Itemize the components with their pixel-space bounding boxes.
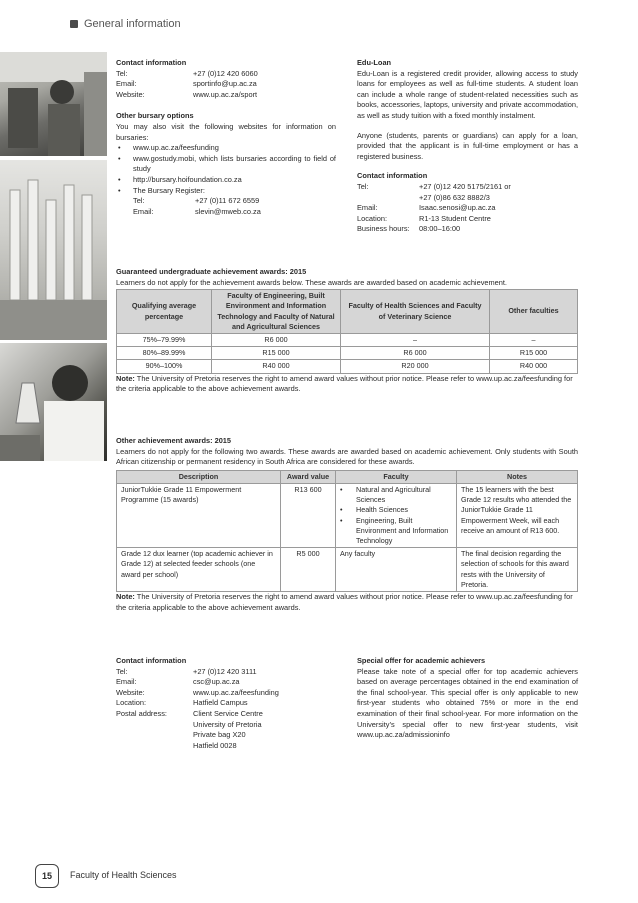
column-header: Faculty [336, 470, 457, 483]
special-offer-text: Please take note of a special offer for top academic achievers based on average percentages obtained in the end examination of the final school-year. This special offer is only applicable to new first-year students who obtained 75% or more in the end examination of their final school-year. For more information on the University’s special offer to new first-year students, visit www.up.ac.za/admissioninfo [357, 666, 578, 740]
other-awards-intro: Learners do not apply for the following two awards. These awards are awarded based on academic achievement. Only students with South African citizenship or permanent residency in South Africa are considered for these awards. [116, 446, 578, 467]
bursary-item: • http://bursary.hoifoundation.co.za [116, 175, 336, 186]
contact-row: Business hours: 08:00–16:00 [357, 224, 461, 234]
bursary-intro: You may also visit the following websites for information on bursaries: [116, 121, 336, 142]
page-number: 15 [35, 864, 59, 888]
photo-laboratory-glassware [0, 160, 107, 340]
contact-row: Location: Hatfield Campus [116, 698, 248, 708]
awards-intro: Learners do not apply for the achievement awards below. These awards are awarded based on academic achievement. [116, 277, 507, 287]
contact-row: Private bag X20 [193, 730, 246, 740]
contact-row: Email: sportinfo@up.ac.za [116, 79, 257, 89]
contact-row: Postal address: Client Service Centre [116, 708, 263, 718]
faculty-item: • Natural and Agricultural Sciences [340, 485, 452, 505]
column-header: Notes [457, 470, 578, 483]
column-header: Other faculties [490, 290, 578, 334]
column-header: Description [117, 470, 281, 483]
photo-researcher-with-flask [0, 343, 107, 461]
column-header: Faculty of Health Sciences and Faculty of Veterinary Science [341, 290, 490, 334]
table-row: 90%–100% R40 000 R20 000 R40 000 [117, 360, 578, 373]
awards-section [116, 267, 578, 395]
right-column [357, 58, 578, 235]
contact-row: Email: Isaac.senosi@up.ac.za [357, 203, 496, 213]
register-row: Email: slevin@mweb.co.za [133, 206, 261, 216]
other-awards-note: Note: The University of Pretoria reserves the right to amend award values without prior notice. Please refer to www.up.ac.za/feesfunding for the criteria applicable to the above achievement awards. [116, 592, 573, 612]
bursary-item: • www.up.ac.za/feesfunding [116, 143, 336, 154]
eduloan-heading: Edu-Loan [357, 58, 392, 67]
bursary-item: • The Bursary Register: [116, 186, 336, 197]
register-row: Tel: +27 (0)11 672 6559 [133, 196, 260, 206]
table-header-row [117, 290, 578, 334]
photo-student-shelves [0, 52, 107, 156]
column-header: Faculty of Engineering, Built Environment and Information Technology and Faculty of Natural and Agricultural Sciences [212, 290, 341, 334]
special-offer [357, 656, 578, 741]
contact-row: Tel: +27 (0)12 420 3111 [116, 666, 257, 676]
contact-heading: Contact information [116, 58, 187, 67]
footer-label: Faculty of Health Sciences [70, 870, 177, 880]
contact-row: Tel: +27 (0)12 420 6060 [116, 68, 258, 78]
bottom-contact-heading: Contact information [116, 656, 187, 665]
other-awards-heading: Other achievement awards: 2015 [116, 436, 232, 445]
column-header: Award value [281, 470, 336, 483]
table-row: JuniorTukkie Grade 11 Empowerment Programme (15 awards) R13 600 • Natural and Agricultural Sciences • Health Sciences • Engineering, Built Environment and Information Technology The 15 learners with the best Grade 12 results who attended the JuniorTukkie Grade 11 Empowerment Week, will each receive an amount of R13 600. [117, 483, 578, 547]
table-row: 75%–79.99% R6 000 – – [117, 334, 578, 347]
section-marker-icon [70, 20, 78, 28]
contact-row: Email: csc@up.ac.za [116, 677, 240, 687]
bursary-heading: Other bursary options [116, 111, 194, 121]
eduloan-paragraph: Anyone (students, parents or guardians) can apply for a loan, provided that the applicant is in full-time employment or has a registered business. [357, 130, 578, 161]
awards-heading: Guaranteed undergraduate achievement awards: 2015 [116, 267, 307, 276]
contact-row: Website: www.up.ac.za/sport [116, 89, 258, 99]
contact-row: Hatfield 0028 [193, 740, 237, 750]
contact-row: Website: www.up.ac.za/feesfunding [116, 687, 279, 697]
contact-row: Location: R1-13 Student Centre [357, 213, 491, 223]
bursary-list [116, 143, 336, 196]
awards-note: Note: The University of Pretoria reserves the right to amend award values without prior notice. Please refer to www.up.ac.za/feesfunding for the criteria applicable to the above achievement awards. [116, 373, 573, 394]
eduloan-contact-heading: Contact information [357, 171, 428, 181]
bottom-contact [116, 656, 336, 751]
contact-row: Tel: +27 (0)12 420 5175/2161 or [357, 181, 511, 191]
other-awards-section [116, 436, 578, 613]
eduloan-paragraph: Edu-Loan is a registered credit provider, allowing access to study loans for employees as well as full-time students. A student loan can include a whole range of student-related necessities such as books, accessories, laptops, university and private accommodation, as well as study tuition with a fixed monthly instalment. [357, 68, 579, 120]
faculty-item: • Engineering, Built Environment and Information Technology [340, 516, 452, 547]
contact-row: University of Pretoria [193, 719, 262, 729]
other-awards-table [116, 470, 578, 592]
left-column [116, 58, 336, 217]
special-offer-heading: Special offer for academic achievers [357, 656, 486, 665]
section-title: General information [84, 18, 181, 30]
faculty-list [340, 485, 452, 546]
table-row: Grade 12 dux learner (top academic achiever in Grade 12) at selected feeder schools (one award per school) R5 000 Any faculty The final decision regarding the selection of schools for this award rests with the University of Pretoria. [117, 548, 578, 592]
awards-table [116, 289, 578, 373]
table-header-row [117, 470, 578, 483]
contact-row: +27 (0)86 632 8882/3 [419, 192, 490, 202]
bursary-item: • www.gostudy.mobi, which lists bursaries according to field of study [116, 154, 336, 175]
faculty-item: • Health Sciences [340, 505, 452, 515]
column-header: Qualifying average percentage [117, 290, 212, 334]
table-row: 80%–89.99% R15 000 R6 000 R15 000 [117, 347, 578, 360]
